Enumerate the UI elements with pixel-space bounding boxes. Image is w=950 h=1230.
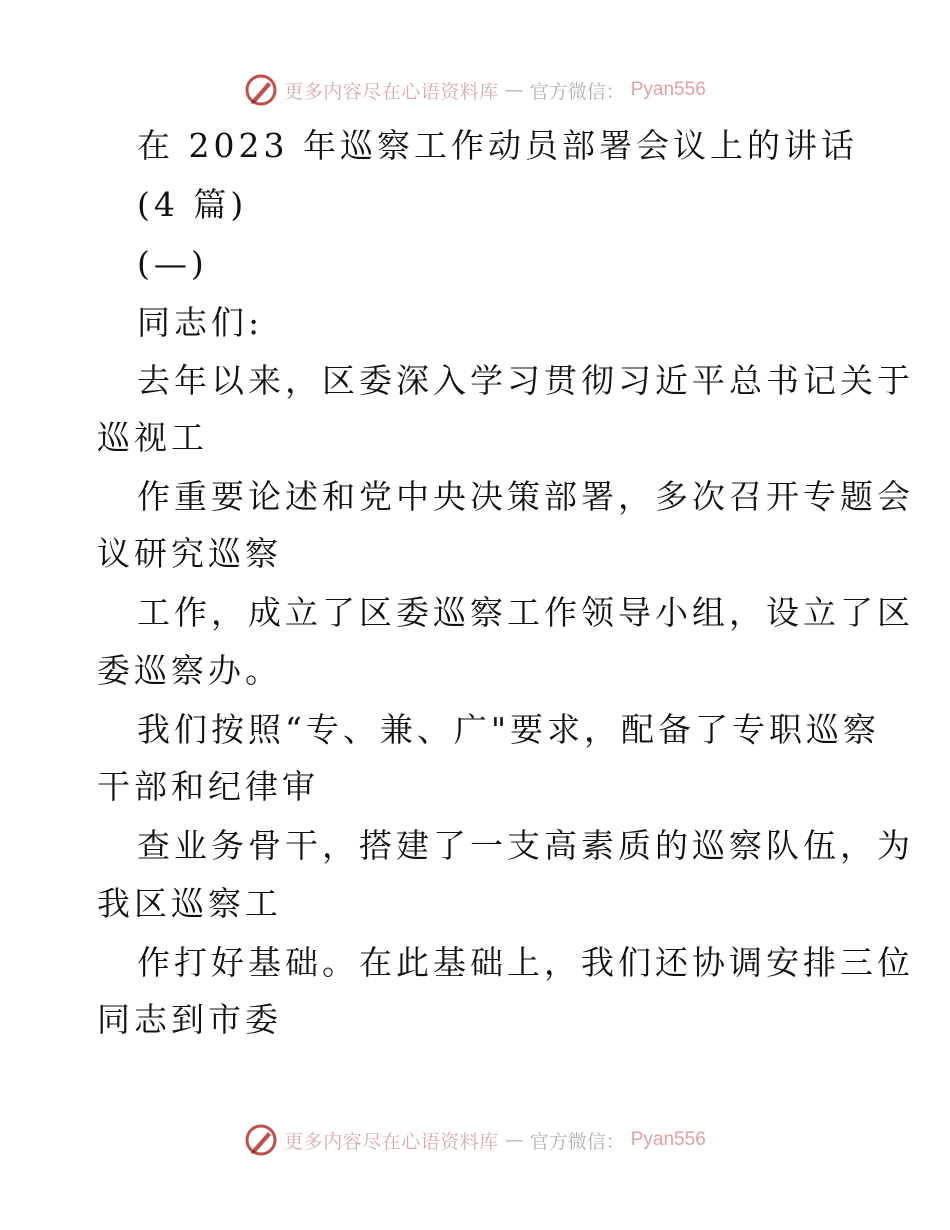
paragraph-line: 去年以来，区委深入学习贯彻习近平总书记关于 [137,361,914,400]
paragraph-line: 巡视工 [97,418,208,457]
paragraph-line: 同志到市委 [97,1000,282,1039]
paragraph-line: 工作，成立了区委巡察工作领导小组，设立了区 [137,593,914,632]
watermark-text: 更多内容尽在心语资料库 [284,1130,499,1153]
paragraph-line: 我们按照“专、兼、广"要求，配备了专职巡察 [137,710,881,749]
watermark-top [0,70,950,110]
pen-logo-icon [244,73,278,107]
paragraph-line: 干部和纪律审 [97,767,319,806]
watermark-bottom [0,1120,950,1160]
salutation: 同志们: [137,303,264,342]
section-number: (—) [137,244,208,283]
paragraph-line: 作打好基础。在此基础上，我们还协调安排三位 [137,943,914,982]
watermark-separator: — [504,1129,524,1151]
watermark-wechat-id: Pyan556 [630,1129,706,1150]
paragraph-line: 作重要论述和党中央决策部署，多次召开专题会 [137,477,914,516]
paragraph-line: 委巡察办。 [97,651,282,690]
paragraph-line: 查业务骨干，搭建了一支高素质的巡察队伍，为 [137,826,914,865]
title-count: (4 篇) [137,185,248,224]
document-title: 在 2023 年巡察工作动员部署会议上的讲话 [137,126,858,165]
watermark-wechat-id: Pyan556 [630,79,706,100]
paragraph-line: 我区巡察工 [97,884,282,923]
watermark-separator: — [504,79,524,101]
watermark-wechat-label: 官方微信： [529,80,625,103]
watermark-text: 更多内容尽在心语资料库 [284,80,499,103]
paragraph-line: 议研究巡察 [97,534,282,573]
watermark-wechat-label: 官方微信： [529,1130,625,1153]
pen-logo-icon [244,1123,278,1157]
